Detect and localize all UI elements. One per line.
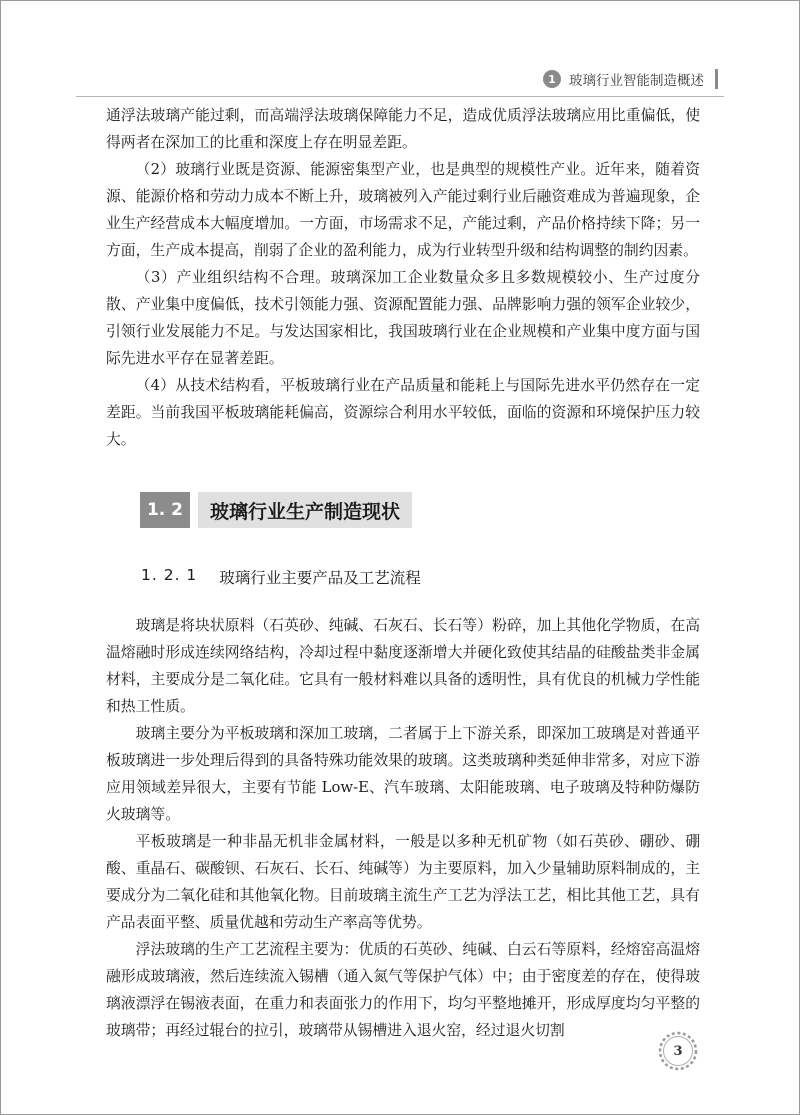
paragraph: 通浮法玻璃产能过剩，而高端浮法玻璃保障能力不足，造成优质浮法玻璃应用比重偏低，使得两者在深加工的比重和深度上存在明显差距。 (106, 107, 700, 151)
subsection-title: 玻璃行业主要产品及工艺流程 (219, 569, 421, 587)
header-marker-bar (715, 69, 718, 89)
paragraph: （4）从技术结构看，平板玻璃行业在产品质量和能耗上与国际先进水平仍然存在一定差距。当前我国平板玻璃能耗偏高，资源综合利用水平较低，面临的资源和环境保护压力较大。 (106, 377, 700, 448)
subsection-heading (141, 566, 421, 588)
chapter-number-badge: 1 (543, 70, 561, 88)
section-heading (140, 492, 412, 528)
paragraph: （3）产业组织结构不合理。玻璃深加工企业数量众多且多数规模较小、生产过度分散、产业集中度偏低，技术引领能力强、资源配置能力强、品牌影响力强的领军企业较少，引领行业发展能力不足。与发达国家相比，我国玻璃行业在企业规模和产业集中度方面与国际先进水平存在显著差距。 (106, 269, 700, 367)
chapter-title: 玻璃行业智能制造概述 (569, 73, 704, 89)
section-title: 玻璃行业生产制造现状 (198, 492, 412, 528)
paragraph: （2）玻璃行业既是资源、能源密集型产业，也是典型的规模性产业。近年来，随着资源、能源价格和劳动力成本不断上升，玻璃被列入产能过剩行业后融资难成为普遍现象，企业生产经营成本大幅度增加。一方面，市场需求不足，产能过剩，产品价格持续下降；另一方面，生产成本提高，削弱了企业的盈利能力，成为行业转型升级和结构调整的制约因素。 (106, 161, 700, 259)
body-text-bottom (106, 612, 700, 1044)
paragraph: 平板玻璃是一种非晶无机非金属材料，一般是以多种无机矿物（如石英砂、硼砂、硼酸、重晶石、碳酸钡、石灰石、长石、纯碱等）为主要原料，加入少量辅助原料制成的，主要成分为二氧化硅和其他氧化物。目前玻璃主流生产工艺为浮法工艺，相比其他工艺，具有产品表面平整、质量优越和劳动生产率高等优势。 (106, 833, 700, 931)
page-number-badge (656, 1029, 700, 1073)
page-number: 3 (673, 1043, 683, 1059)
subsection-number: 1. 2. 1 (141, 566, 198, 584)
paragraph: 玻璃主要分为平板玻璃和深加工玻璃，二者属于上下游关系，即深加工玻璃是对普通平板玻璃进一步处理后得到的具备特殊功能效果的玻璃。这类玻璃种类延伸非常多，对应下游应用领域差异很大，主要有节能 Low-E、汽车玻璃、太阳能玻璃、电子玻璃及特种防爆防火玻璃等。 (106, 725, 700, 823)
paragraph: 玻璃是将块状原料（石英砂、纯碱、石灰石、长石等）粉碎，加上其他化学物质，在高温熔融时形成连续网络结构，冷却过程中黏度逐渐增大并硬化致使其结晶的硅酸盐类非金属材料，主要成分是二氧化硅。它具有一般材料难以具备的透明性，具有优良的机械力学性能和热工性质。 (106, 617, 700, 715)
body-text-top (106, 102, 700, 453)
section-number: 1. 2 (140, 492, 190, 528)
running-header (543, 66, 704, 92)
header-rule (76, 96, 724, 97)
paragraph: 浮法玻璃的生产工艺流程主要为：优质的石英砂、纯碱、白云石等原料，经熔窑高温熔融形成玻璃液，然后连续流入锡槽（通入氮气等保护气体）中；由于密度差的存在，使得玻璃液漂浮在锡液表面，在重力和表面张力的作用下，均匀平整地摊开，形成厚度均匀平整的玻璃带；再经过辊台的拉引，玻璃带从锡槽进入退火窑，经过退火切割 (106, 941, 700, 1039)
